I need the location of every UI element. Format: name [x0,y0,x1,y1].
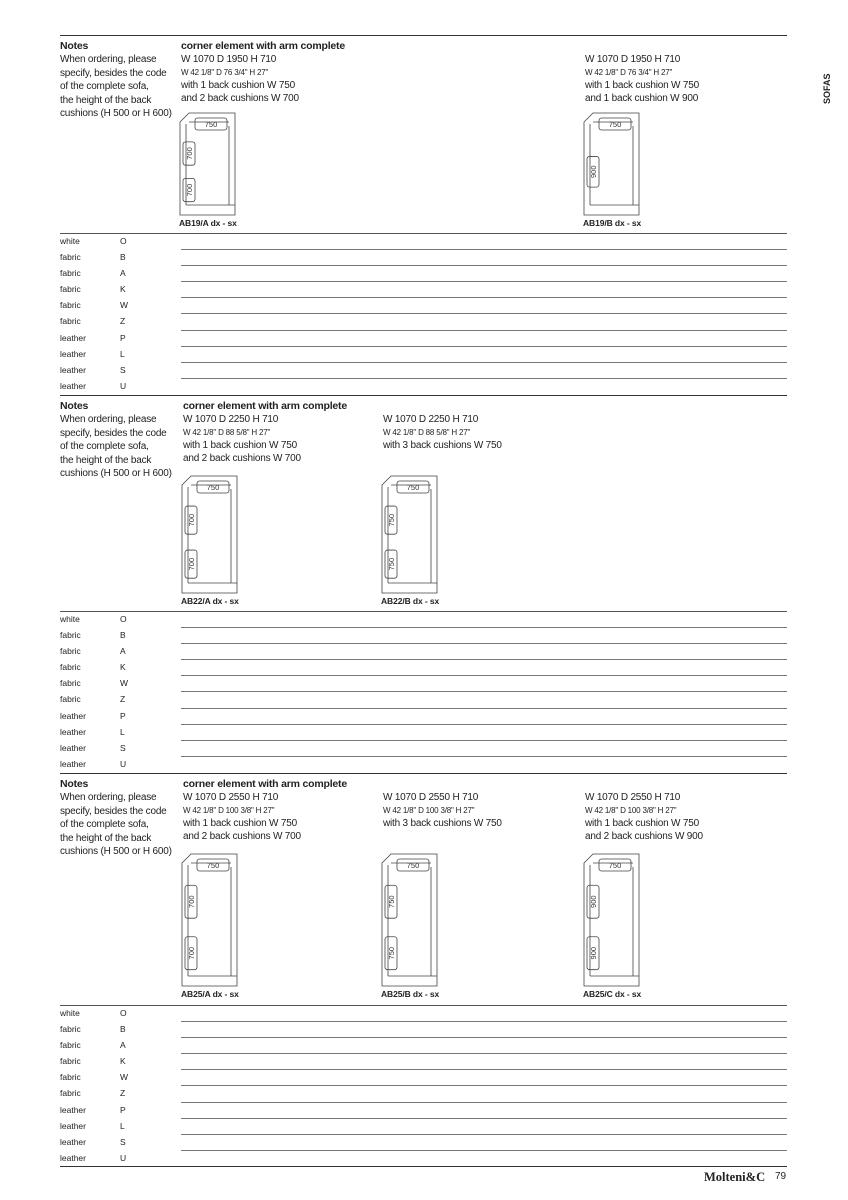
material-name: fabric [60,300,81,311]
price-category: W [120,300,129,311]
notes-line: the height of the back [60,832,152,844]
product-cushions: and 2 back cushions W 700 [181,93,299,104]
product-code: AB19/A dx - sx [179,218,237,228]
material-name: leather [60,742,86,753]
table-row [60,1135,787,1151]
notes-title: Notes [60,40,89,52]
product-cushions: with 3 back cushions W 750 [383,440,502,451]
price-category: S [120,364,126,375]
product-code: AB22/B dx - sx [381,596,440,606]
notes-text [60,53,180,121]
product-code: AB25/A dx - sx [181,989,239,999]
product-code: AB25/B dx - sx [381,989,440,999]
sofa-plan-drawing [381,853,439,988]
top-cushion-label: 750 [206,483,220,492]
side-cushion-label: 700 [187,513,196,527]
price-category: L [120,726,125,737]
table-row [60,1151,787,1167]
material-name: leather [60,380,86,391]
material-name: fabric [60,646,81,657]
product-specs [183,791,301,843]
price-category: Z [120,1088,126,1099]
top-cushion-label: 750 [406,861,420,870]
side-cushion-label: 700 [187,946,196,960]
product-cushions: and 1 back cushion W 900 [585,93,699,104]
notes-text [60,413,180,481]
product-dimensions: W 1070 D 2550 H 710 [383,792,479,803]
side-cushion-label: 750 [387,895,396,908]
material-name: fabric [60,1088,81,1099]
product-dimensions: W 1070 D 2550 H 710 [585,792,681,803]
notes-line: When ordering, please [60,54,157,65]
price-category: L [120,1120,125,1131]
material-name: leather [60,348,86,359]
sofa-plan-drawing [181,853,239,988]
side-cushion-label: 900 [589,895,598,908]
price-category: W [120,678,129,689]
sofa-plan-drawing [583,112,641,217]
product-specs [585,791,703,843]
sofa-plan-drawing [179,112,237,217]
material-name: leather [60,1104,86,1115]
material-name: fabric [60,1040,81,1051]
top-cushion-label: 750 [608,861,622,870]
materials-table [60,611,787,773]
table-row [60,709,787,725]
table-row [60,314,787,330]
notes-line: specify, besides the code [60,67,167,79]
top-cushion-label: 750 [406,483,420,492]
product-code: AB25/C dx - sx [583,989,642,999]
notes-text [60,791,180,859]
price-category: A [120,1040,126,1051]
table-row [60,1119,787,1135]
price-category: W [120,1072,129,1083]
material-name: fabric [60,630,81,641]
material-name: fabric [60,1024,81,1035]
top-cushion-label: 750 [608,120,622,129]
material-name: leather [60,1120,86,1131]
table-row [60,298,787,314]
sofa-plan-drawing [583,853,641,988]
notes-line: cushions (H 500 or H 600) [60,108,172,120]
product-cushions: with 1 back cushion W 750 [183,440,297,451]
price-category: Z [120,316,126,327]
table-row [60,331,787,347]
product-code: AB22/A dx - sx [181,596,239,606]
product-dimensions: W 1070 D 2250 H 710 [183,414,279,425]
product-specs [383,413,502,452]
price-category: U [120,758,127,769]
material-name: fabric [60,662,81,673]
price-category: B [120,630,126,641]
product-cushions: with 1 back cushion W 750 [183,818,297,829]
section-divider [60,773,787,774]
table-row [60,692,787,708]
material-name: white [60,614,80,624]
material-name: fabric [60,316,81,327]
price-category: B [120,252,126,263]
notes-line: When ordering, please [60,414,157,425]
price-category: S [120,742,126,753]
notes-line: the height of the back [60,454,152,466]
product-dimensions-inches: W 42 1/8" D 76 3/4" H 27" [585,68,673,77]
price-category: P [120,332,126,343]
material-name: fabric [60,268,81,279]
price-category: U [120,1152,127,1163]
side-cushion-label: 750 [387,946,396,960]
notes-line: When ordering, please [60,792,157,803]
side-section-label: SOFAS [822,73,832,104]
product-cushions: with 3 back cushions W 750 [383,818,502,829]
table-row [60,347,787,363]
price-category: O [120,1008,127,1018]
material-name: leather [60,1152,86,1163]
price-category: O [120,614,127,624]
product-dimensions: W 1070 D 1950 H 710 [181,54,277,65]
notes-line: cushions (H 500 or H 600) [60,846,172,858]
table-row [60,1022,787,1038]
table-row [60,363,787,379]
sofa-plan-drawing [381,475,439,595]
material-name: leather [60,710,86,721]
product-cushions: with 1 back cushion W 750 [585,818,699,829]
side-cushion-label: 750 [387,557,396,571]
table-row [60,1086,787,1102]
notes-line: of the complete sofa, [60,81,149,93]
top-cushion-label: 750 [204,120,218,129]
footer-divider [60,1166,787,1167]
product-dimensions: W 1070 D 2550 H 710 [183,792,279,803]
product-cushions: and 2 back cushions W 700 [183,831,301,842]
product-dimensions-inches: W 42 1/8" D 100 3/8" H 27" [585,806,677,815]
material-name: leather [60,726,86,737]
product-dimensions-inches: W 42 1/8" D 88 5/8" H 27" [183,428,271,437]
table-row [60,250,787,266]
material-name: fabric [60,284,81,295]
table-row [60,282,787,298]
product-title: corner element with arm complete [183,400,347,412]
page-number: 79 [775,1171,787,1182]
product-dimensions-inches: W 42 1/8" D 100 3/8" H 27" [383,806,475,815]
table-row [60,1054,787,1070]
product-dimensions-inches: W 42 1/8" D 100 3/8" H 27" [183,806,275,815]
material-name: leather [60,332,86,343]
price-category: K [120,284,126,295]
table-row [60,741,787,757]
material-name: white [60,1008,80,1018]
product-specs [383,791,502,830]
price-category: A [120,268,126,279]
notes-line: cushions (H 500 or H 600) [60,468,172,480]
table-row [60,1006,787,1022]
notes-line: specify, besides the code [60,805,167,817]
notes-line: of the complete sofa, [60,441,149,453]
table-row [60,1038,787,1054]
materials-table [60,233,787,395]
product-dimensions: W 1070 D 2250 H 710 [383,414,479,425]
product-specs [183,413,301,465]
table-row [60,379,787,395]
notes-line: of the complete sofa, [60,819,149,831]
product-cushions: with 1 back cushion W 750 [585,80,699,91]
product-dimensions-inches: W 42 1/8" D 88 5/8" H 27" [383,428,471,437]
side-cushion-label: 700 [187,557,196,571]
table-row [60,628,787,644]
product-dimensions-inches: W 42 1/8" D 76 3/4" H 27" [181,68,269,77]
table-row [60,725,787,741]
product-specs [181,53,299,105]
side-cushion-label: 700 [187,895,196,908]
material-name: leather [60,1136,86,1147]
notes-line: specify, besides the code [60,427,167,439]
side-cushion-label: 700 [185,147,194,160]
table-row [60,234,787,250]
material-name: fabric [60,1072,81,1083]
product-cushions: and 2 back cushions W 900 [585,831,703,842]
side-cushion-label: 750 [387,513,396,527]
notes-title: Notes [60,778,89,790]
price-category: B [120,1024,126,1035]
product-specs [585,53,699,105]
material-name: fabric [60,1056,81,1067]
table-row [60,644,787,660]
product-cushions: with 1 back cushion W 750 [181,80,295,91]
material-name: leather [60,364,86,375]
price-category: L [120,348,125,359]
product-dimensions: W 1070 D 1950 H 710 [585,54,681,65]
section-divider [60,395,787,396]
price-category: S [120,1136,126,1147]
table-row [60,266,787,282]
table-row [60,757,787,773]
notes-title: Notes [60,400,89,412]
material-name: fabric [60,252,81,263]
table-row [60,612,787,628]
price-category: K [120,1056,126,1067]
sofa-plan-drawing [181,475,239,595]
material-name: fabric [60,678,81,689]
product-cushions: and 2 back cushions W 700 [183,453,301,464]
product-title: corner element with arm complete [183,778,347,790]
section-divider [60,35,787,36]
price-category: U [120,380,127,391]
price-category: P [120,1104,126,1115]
side-cushion-label: 900 [589,165,598,179]
side-cushion-label: 900 [589,946,598,960]
product-code: AB19/B dx - sx [583,218,642,228]
top-cushion-label: 750 [206,861,220,870]
table-row [60,1070,787,1086]
product-title: corner element with arm complete [181,40,345,52]
price-category: Z [120,694,126,705]
price-category: O [120,236,127,246]
material-name: leather [60,758,86,769]
material-name: white [60,236,80,246]
materials-table [60,1005,787,1167]
material-name: fabric [60,694,81,705]
notes-line: the height of the back [60,94,152,106]
table-row [60,676,787,692]
brand-logo: Molteni&C [704,1170,766,1184]
table-row [60,1103,787,1119]
price-category: K [120,662,126,673]
price-category: P [120,710,126,721]
table-row [60,660,787,676]
side-cushion-label: 700 [185,183,194,197]
price-category: A [120,646,126,657]
